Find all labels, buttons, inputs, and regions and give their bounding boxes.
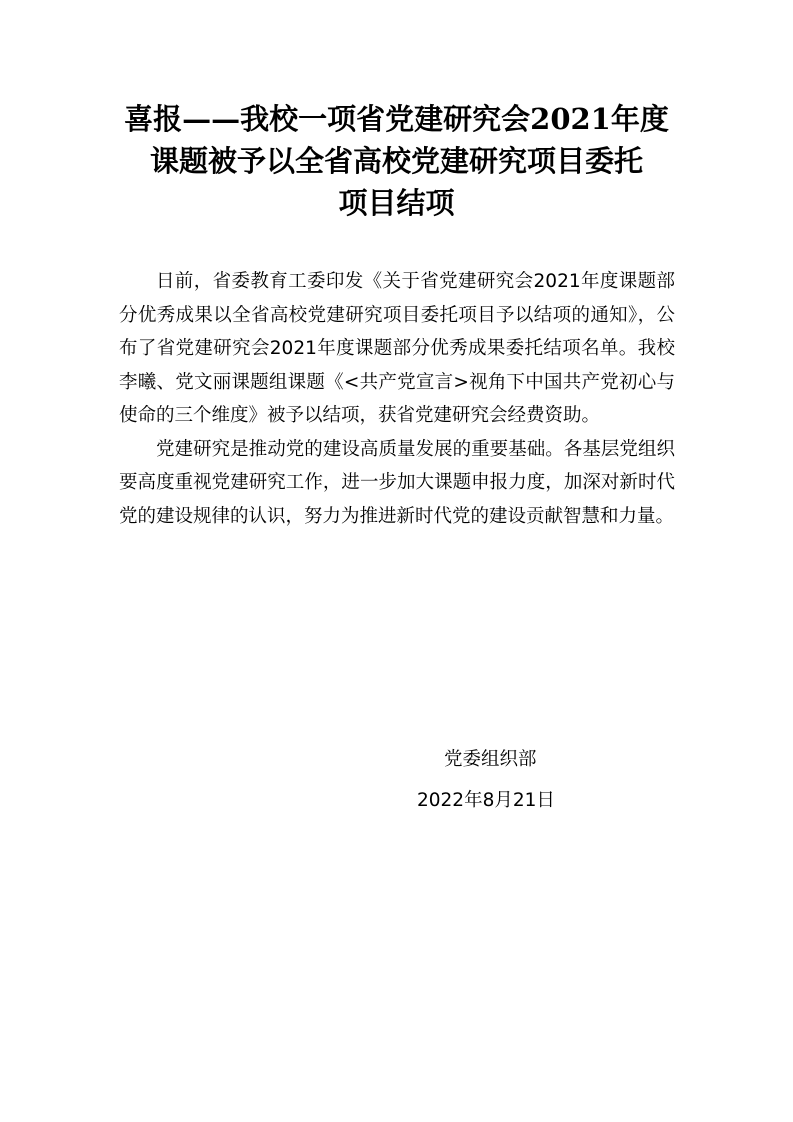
document-title [100, 98, 693, 224]
body-paragraph-2: 党建研究是推动党的建设高质量发展的重要基础。各基层党组织要高度重视党建研究工作，进一步加大课题申报力度，加深对新时代党的建设规律的认识，努力为推进新时代党的建设贡献智慧和力量。 [119, 438, 675, 527]
signature-date: 2022年8月21日 [417, 790, 555, 811]
body-paragraph-1: 日前，省委教育工委印发《关于省党建研究会2021年度课题部分优秀成果以全省高校党建研究项目委托项目予以结项的通知》，公布了省党建研究会2021年度课题部分优秀成果委托结项名单。我校李曦、党文丽课题组课题《<共产党宣言>视角下中国共产党初心与使命的三个维度》被予以结项，获省党建研究会经费资助。 [119, 271, 675, 426]
title-line-1: 喜报——我校一项省党建研究会2021年度 [124, 102, 669, 136]
document-body [119, 265, 675, 533]
signature-organization: 党委组织部 [444, 749, 537, 770]
title-line-2: 课题被予以全省高校党建研究项目委托 [149, 144, 643, 178]
title-line-3: 项目结项 [338, 186, 455, 220]
